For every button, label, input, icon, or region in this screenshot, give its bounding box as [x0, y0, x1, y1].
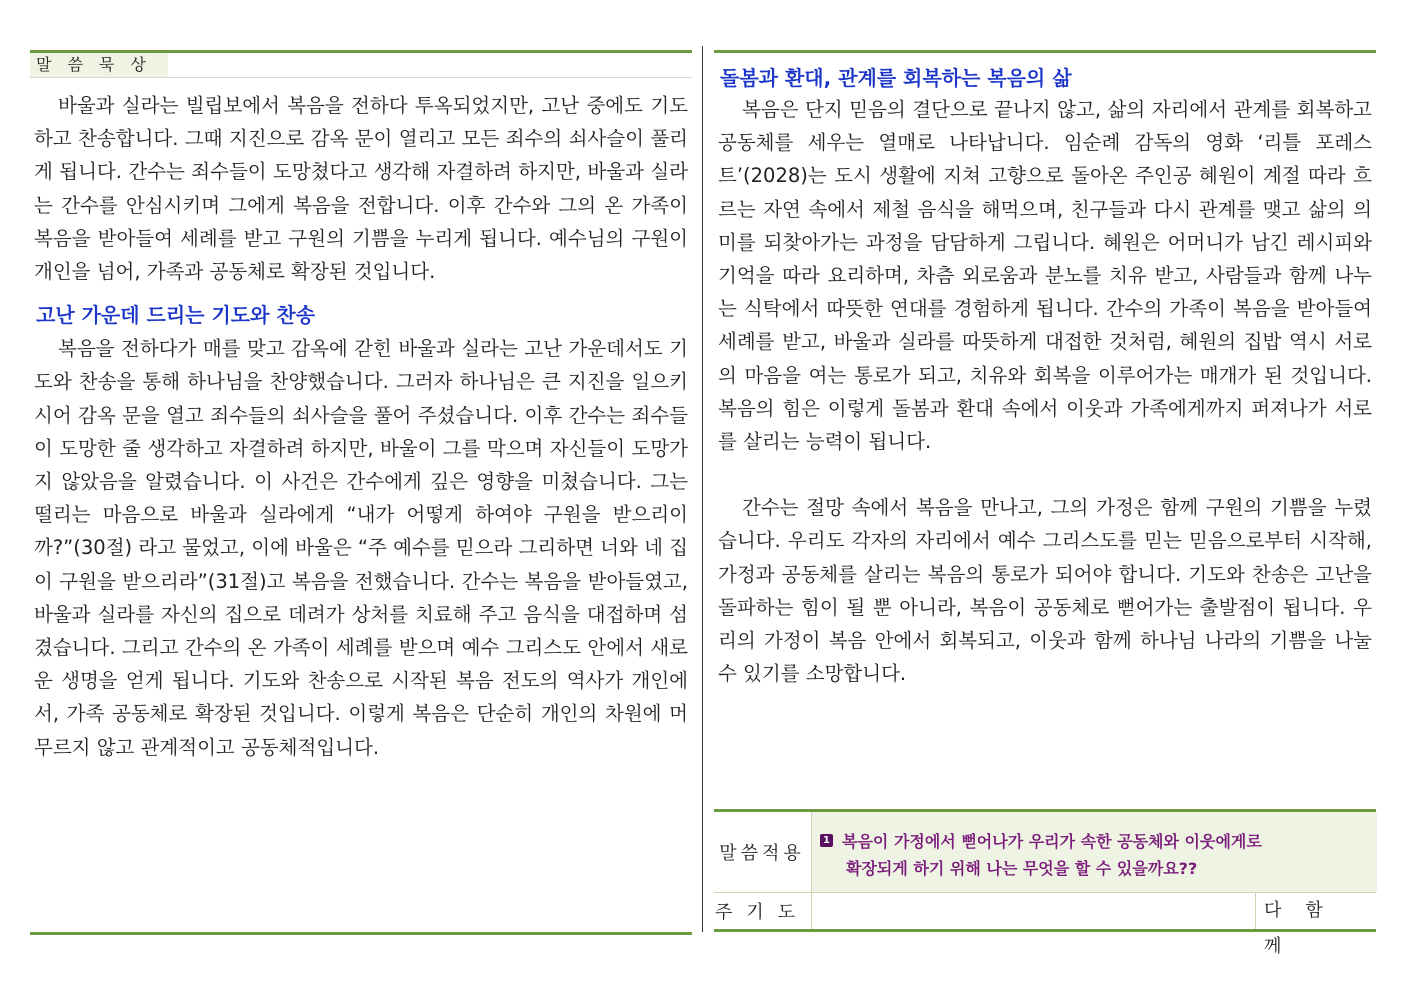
- application-column: [714, 50, 1376, 690]
- intro-paragraph: 바울과 실라는 빌립보에서 복음을 전하다 투옥되었지만, 고난 중에도 기도하고 찬송합니다. 그때 지진으로 감옥 문이 열리고 모든 죄수의 쇠사슬이 풀리게 됩니다. 간수는 죄수들이 도망쳤다고 생각해 자결하려 하지만, 바울과 실라는 간수를 안심시키며 그에게 복음을 전합니다. 이후 간수와 그의 온 가족이 복음을 받아들여 세례를 받고 구원의 기쁨을 누리게 됩니다. 예수님의 구원이 개인을 넘어, 가족과 공동체로 확장된 것입니다.: [34, 94, 688, 284]
- section-label-bar: [30, 53, 692, 78]
- meditation-column: [30, 50, 692, 935]
- column-divider: [702, 46, 703, 932]
- body-paragraph: 간수는 절망 속에서 복음을 만나고, 그의 가정은 함께 구원의 기쁨을 누렸습니다. 우리도 각자의 자리에서 예수 그리스도를 믿는 믿음으로부터 시작해, 가정과 공동체를 살리는 복음의 통로가 되어야 합니다. 기도와 찬송은 고난을 돌파하는 힘이 될 뿐 아니라, 복음이 공동체로 뻗어가는 출발점이 됩니다. 우리의 가정이 복음 안에서 회복되고, 이웃과 함께 하나님 나라의 기쁨을 나눌 수 있기를 소망합니다.: [718, 496, 1372, 686]
- application-row: [714, 812, 1376, 893]
- application-label: 말씀적용: [719, 843, 805, 864]
- prayer-blank: [811, 893, 1255, 929]
- section-heading: 고난 가운데 드리는 기도와 찬송: [36, 303, 316, 328]
- together-label: 다함께: [1255, 893, 1376, 929]
- question-number-badge: 1: [820, 834, 833, 847]
- question-line: 확장되게 하기 위해 나는 무엇을 할 수 있을까요??: [846, 859, 1198, 878]
- question-line: 복음이 가정에서 뻗어나가 우리가 속한 공동체와 이웃에게로: [842, 832, 1262, 851]
- paragraph-gap: [714, 458, 1376, 491]
- body-paragraph: 복음을 전하다가 매를 맞고 감옥에 갇힌 바울과 실라는 고난 가운데서도 기도와 찬송을 통해 하나님을 찬양했습니다. 그러자 하나님은 큰 지진을 일으키시어 감옥 문을 열고 죄수들의 쇠사슬을 풀어 주셨습니다. 이후 간수는 죄수들이 도망한 줄 생각하고 자결하려 하지만, 바울이 그를 막으며 자신들이 도망가지 않았음을 알렸습니다. 이 사건은 간수에게 깊은 영향을 미쳤습니다. 그는 떨리는 마음으로 바울과 실라에게 “내가 어떻게 하여야 구원을 받으리이까?”(30절) 라고 물었고, 이에 바울은 “주 예수를 믿으라 그리하면 너와 네 집이 구원을 받으리라”(31절)고 복음을 전했습니다. 간수는 복음을 받아들였고, 바울과 실라를 자신의 집으로 데려가 상처를 치료해 주고 음식을 대접하며 섬겼습니다. 그리고 간수의 온 가족이 세례를 받으며 예수 그리스도 안에서 새로운 생명을 얻게 됩니다. 기도와 찬송으로 시작된 복음 전도의 역사가 개인에서, 가족 공동체로 확장된 것입니다. 이렇게 복음은 단순히 개인의 차원에 머무르지 않고 관계적이고 공동체적입니다.: [34, 337, 688, 759]
- prayer-row: [714, 893, 1376, 957]
- application-question-cell: [811, 812, 1377, 892]
- application-box: [714, 809, 1376, 957]
- section-label: 말씀묵상: [30, 53, 168, 77]
- application-question: [842, 828, 1262, 882]
- section-heading: 돌봄과 환대, 관계를 회복하는 복음의 삶: [720, 66, 1072, 90]
- body-paragraph: 복음은 단지 믿음의 결단으로 끝나지 않고, 삶의 자리에서 관계를 회복하고 공동체를 세우는 열매로 나타납니다. 임순례 감독의 영화 ‘리틀 포레스트’(2028)는 도시 생활에 지쳐 고향으로 돌아온 주인공 혜원이 계절 따라 흐르는 자연 속에서 제철 음식을 해먹으며, 친구들과 다시 관계를 맺고 삶의 의미를 되찾아가는 과정을 담담하게 그립니다. 혜원은 어머니가 남긴 레시피와 기억을 따라 요리하며, 차츰 외로움과 분노를 치유 받고, 사람들과 함께 나누는 식탁에서 따뜻한 연대를 경험하게 됩니다. 간수의 가족이 복음을 받아들여 세례를 받고, 바울과 실라를 따뜻하게 대접한 것처럼, 혜원의 집밥 역시 서로의 마음을 여는 통로가 되고, 치유와 회복을 이루어가는 매개가 된 것입니다. 복음의 힘은 이렇게 돌봄과 환대 속에서 이웃과 가족에게까지 퍼져나가 서로를 살리는 능력이 됩니다.: [718, 98, 1372, 454]
- prayer-label: 주기도: [714, 902, 810, 923]
